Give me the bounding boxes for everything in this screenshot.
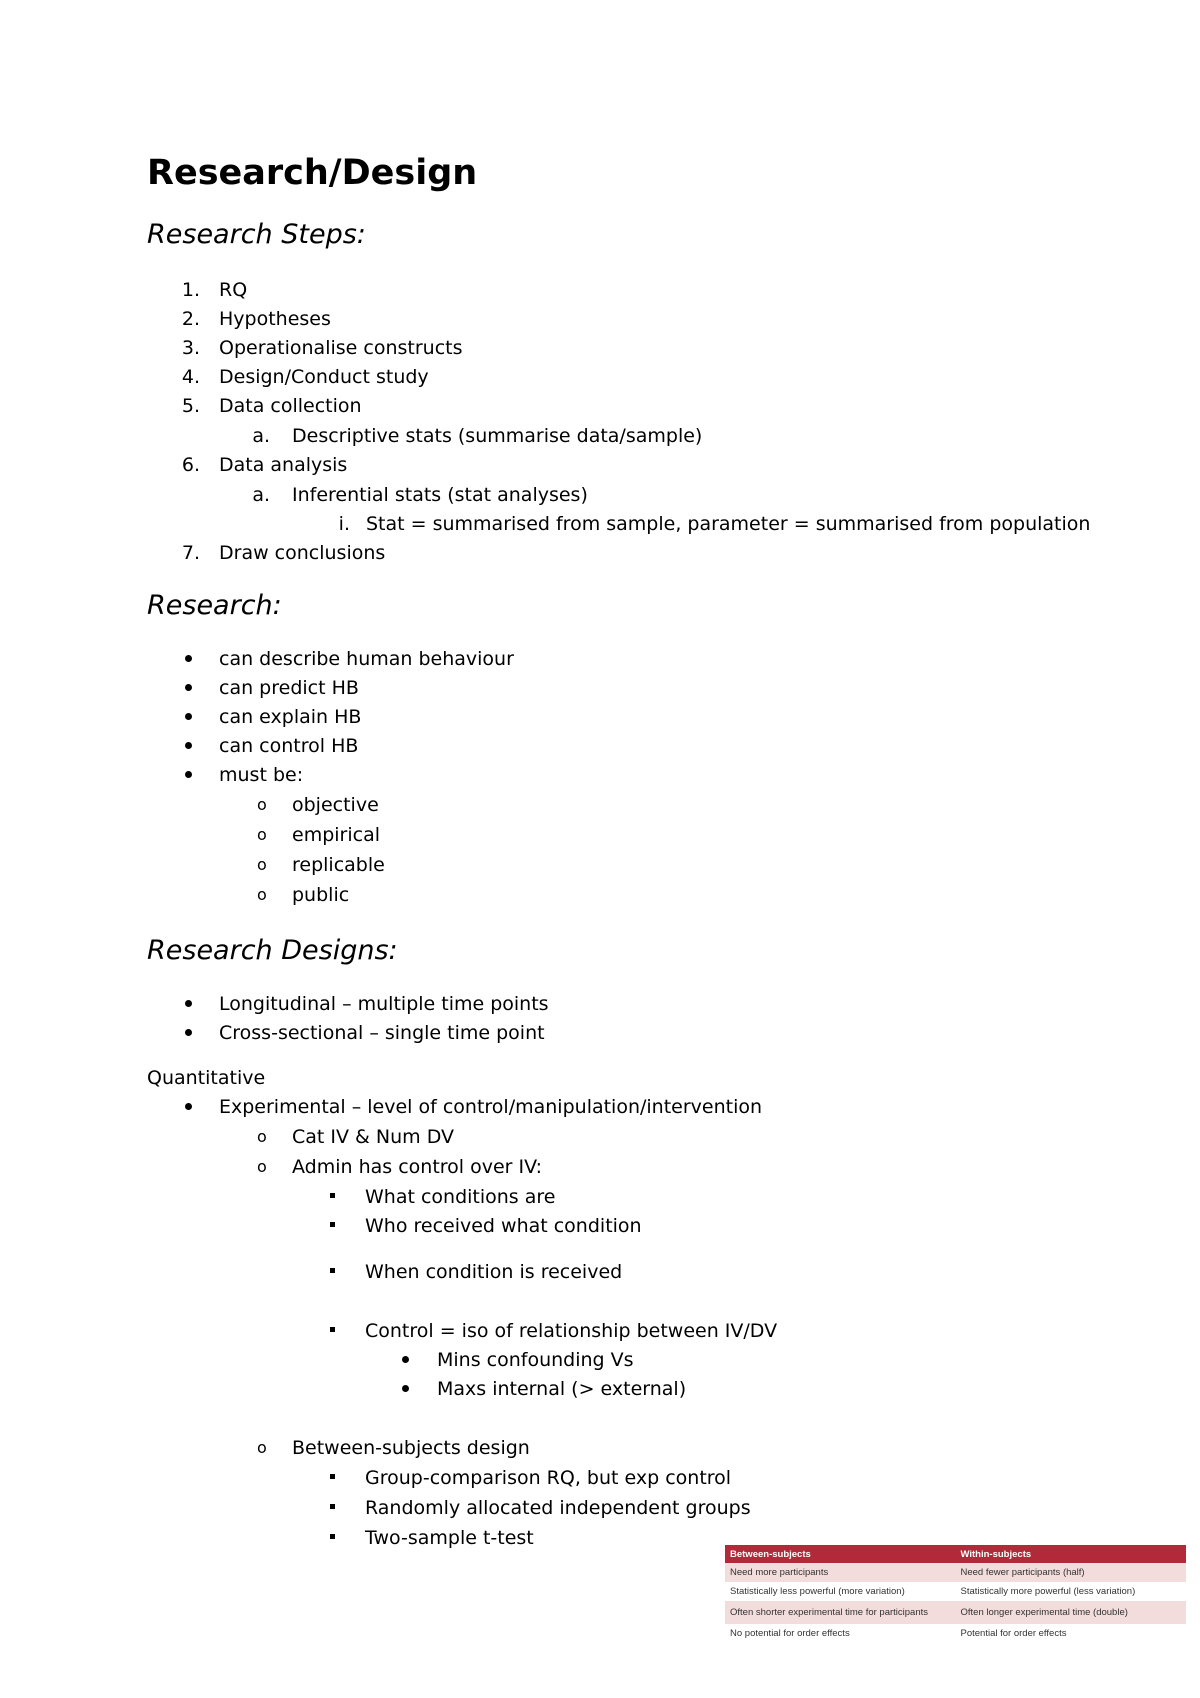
square-bullet-icon bbox=[330, 1193, 335, 1198]
bullet-icon bbox=[185, 1029, 192, 1036]
circle-bullet-icon: o bbox=[257, 855, 267, 874]
circle-bullet-icon: o bbox=[257, 1438, 267, 1457]
list-marker: 6. bbox=[181, 454, 200, 476]
heading-research-steps: Research Steps: bbox=[147, 219, 366, 250]
bullet-icon bbox=[185, 742, 192, 749]
bullet-icon bbox=[402, 1356, 409, 1363]
list-item: Data analysis bbox=[219, 454, 348, 476]
list-item: Group-comparison RQ, but exp control bbox=[365, 1467, 732, 1489]
table-row bbox=[725, 1582, 1186, 1601]
list-marker: a. bbox=[252, 484, 270, 506]
list-marker: 3. bbox=[181, 337, 200, 359]
table-cell: No potential for order effects bbox=[725, 1624, 956, 1643]
list-item: Descriptive stats (summarise data/sample) bbox=[292, 425, 703, 447]
list-item: empirical bbox=[292, 824, 380, 846]
table-header: Between-subjects bbox=[725, 1545, 956, 1563]
table-row bbox=[725, 1563, 1186, 1582]
page-title: Research/Design bbox=[147, 153, 478, 193]
list-item: can predict HB bbox=[219, 677, 359, 699]
bullet-icon bbox=[185, 684, 192, 691]
square-bullet-icon bbox=[330, 1222, 335, 1227]
table-cell: Statistically less powerful (more variation) bbox=[725, 1582, 956, 1601]
list-item: Hypotheses bbox=[219, 308, 331, 330]
table-cell: Need more participants bbox=[725, 1563, 956, 1582]
list-marker: 1. bbox=[181, 279, 200, 301]
list-item: Cat IV & Num DV bbox=[292, 1126, 454, 1148]
heading-research: Research: bbox=[147, 590, 282, 621]
bullet-icon bbox=[185, 713, 192, 720]
list-marker: a. bbox=[252, 425, 270, 447]
list-marker: i. bbox=[338, 513, 350, 535]
list-item: What conditions are bbox=[365, 1186, 556, 1208]
bullet-icon bbox=[185, 655, 192, 662]
circle-bullet-icon: o bbox=[257, 1127, 267, 1146]
square-bullet-icon bbox=[330, 1327, 335, 1332]
list-item: Draw conclusions bbox=[219, 542, 386, 564]
list-item: Data collection bbox=[219, 395, 362, 417]
list-item: Design/Conduct study bbox=[219, 366, 429, 388]
table-row bbox=[725, 1601, 1186, 1624]
table-cell: Need fewer participants (half) bbox=[956, 1563, 1187, 1582]
bullet-icon bbox=[402, 1385, 409, 1392]
list-item: Control = iso of relationship between IV/DV bbox=[365, 1320, 778, 1342]
list-marker: 5. bbox=[181, 395, 200, 417]
bullet-icon bbox=[185, 1000, 192, 1007]
circle-bullet-icon: o bbox=[257, 1157, 267, 1176]
table-row bbox=[725, 1624, 1186, 1643]
list-item: Two-sample t-test bbox=[365, 1527, 534, 1549]
list-item: Maxs internal (> external) bbox=[437, 1378, 687, 1400]
list-item: Randomly allocated independent groups bbox=[365, 1497, 751, 1519]
list-item: must be: bbox=[219, 764, 304, 786]
table-header: Within-subjects bbox=[956, 1545, 1187, 1563]
bullet-icon bbox=[185, 1103, 192, 1110]
list-item: Experimental – level of control/manipulation/intervention bbox=[219, 1096, 763, 1118]
table-header-row bbox=[725, 1545, 1186, 1563]
heading-research-designs: Research Designs: bbox=[147, 935, 398, 966]
list-item: Admin has control over IV: bbox=[292, 1156, 542, 1178]
table-cell: Potential for order effects bbox=[956, 1624, 1187, 1643]
circle-bullet-icon: o bbox=[257, 795, 267, 814]
list-item: Longitudinal – multiple time points bbox=[219, 993, 549, 1015]
list-item: public bbox=[292, 884, 350, 906]
square-bullet-icon bbox=[330, 1268, 335, 1273]
circle-bullet-icon: o bbox=[257, 825, 267, 844]
list-marker: 2. bbox=[181, 308, 200, 330]
list-item: Operationalise constructs bbox=[219, 337, 463, 359]
list-marker: 4. bbox=[181, 366, 200, 388]
circle-bullet-icon: o bbox=[257, 885, 267, 904]
square-bullet-icon bbox=[330, 1504, 335, 1509]
list-item: Cross-sectional – single time point bbox=[219, 1022, 545, 1044]
square-bullet-icon bbox=[330, 1534, 335, 1539]
list-marker: 7. bbox=[181, 542, 200, 564]
list-item: When condition is received bbox=[365, 1261, 623, 1283]
bullet-icon bbox=[185, 771, 192, 778]
quantitative-label: Quantitative bbox=[147, 1067, 266, 1089]
table-cell: Statistically more powerful (less variation) bbox=[956, 1582, 1187, 1601]
list-item: Between-subjects design bbox=[292, 1437, 530, 1459]
list-item: Who received what condition bbox=[365, 1215, 642, 1237]
list-item: can explain HB bbox=[219, 706, 362, 728]
comparison-table bbox=[725, 1545, 1186, 1643]
square-bullet-icon bbox=[330, 1474, 335, 1479]
table-cell: Often longer experimental time (double) bbox=[956, 1601, 1187, 1624]
list-item: Inferential stats (stat analyses) bbox=[292, 484, 588, 506]
list-item: can control HB bbox=[219, 735, 359, 757]
list-item: RQ bbox=[219, 279, 248, 301]
list-item: Stat = summarised from sample, parameter = summarised from population bbox=[366, 513, 1091, 535]
list-item: objective bbox=[292, 794, 379, 816]
list-item: can describe human behaviour bbox=[219, 648, 514, 670]
list-item: Mins confounding Vs bbox=[437, 1349, 634, 1371]
list-item: replicable bbox=[292, 854, 385, 876]
table-cell: Often shorter experimental time for participants bbox=[725, 1601, 956, 1624]
